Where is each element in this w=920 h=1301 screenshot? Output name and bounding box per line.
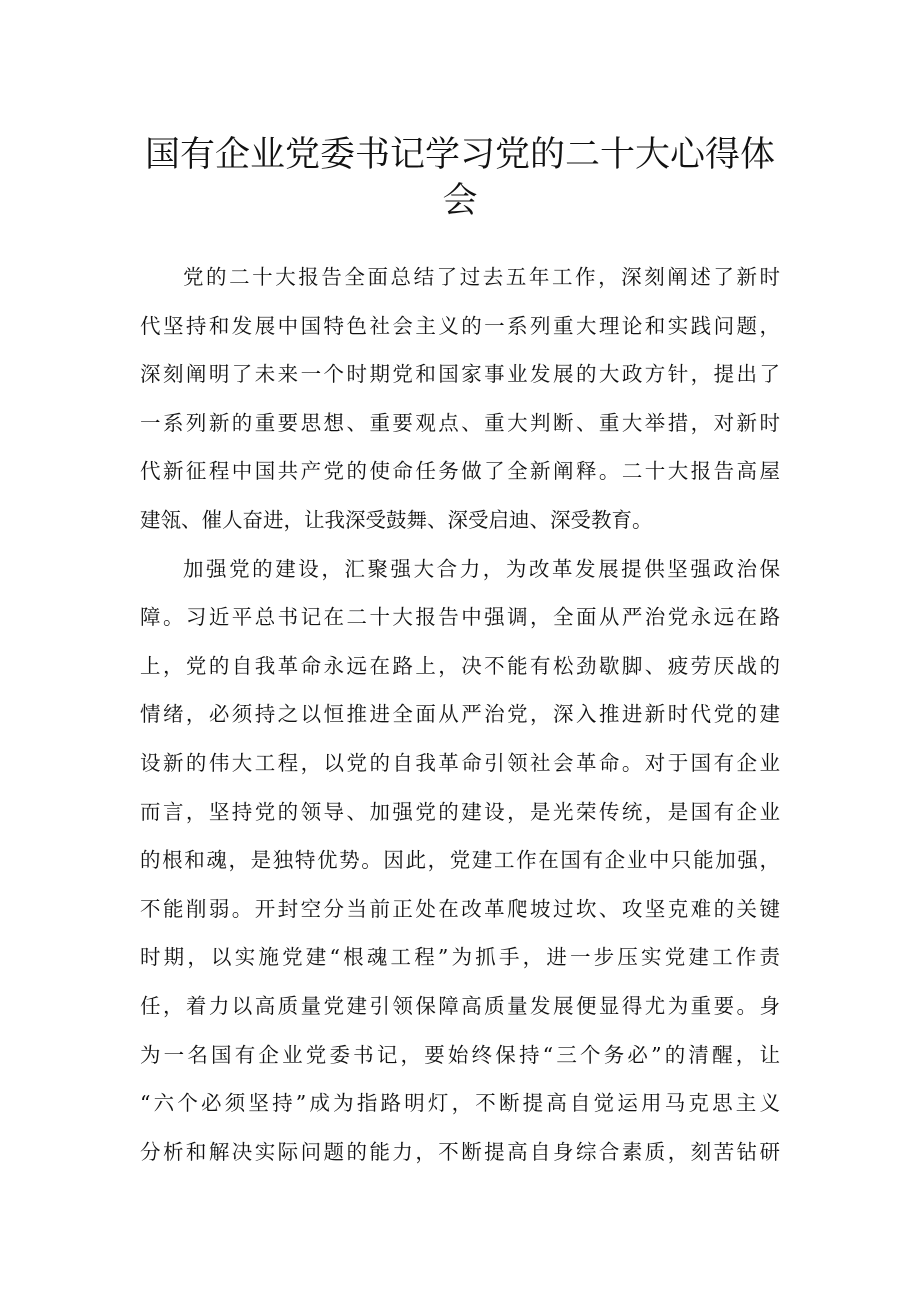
text-line: 党的二十大报告全面总结了过去五年工作，深刻阐述了新时 [183,265,780,289]
text-line: 代坚持和发展中国特色社会主义的一系列重大理论和实践问题， [140,313,780,338]
document-title [140,132,780,224]
text-line: 深刻阐明了未来一个时期党和国家事业发展的大政方针，提出了 [140,362,780,387]
text-line: 障。习近平总书记在二十大报告中强调，全面从严治党永远在路 [140,605,780,630]
text-line: 加强党的建设，汇聚强大合力，为改革发展提供坚强政治保 [183,556,780,581]
text-line: 一系列新的重要思想、重要观点、重大判断、重大举措，对新时 [140,410,780,435]
text-line: 任，着力以高质量党建引领保障高质量发展便显得尤为重要。身 [140,993,780,1018]
paragraph-2 [140,545,780,1177]
text-line: 情绪，必须持之以恒推进全面从严治党，深入推进新时代党的建 [140,702,780,727]
paragraph-1 [140,253,780,545]
text-line: 而言，坚持党的领导、加强党的建设，是光荣传统，是国有企业 [140,799,780,824]
text-line: 不能削弱。开封空分当前正处在改革爬坡过坎、攻坚克难的关键 [140,896,780,921]
text-line: 代新征程中国共产党的使命任务做了全新阐释。二十大报告高屋 [140,459,780,484]
text-line: 为一名国有企业党委书记，要始终保持“三个务必”的清醒，让 [140,1042,780,1067]
text-line: 的根和魂，是独特优势。因此，党建工作在国有企业中只能加强， [140,848,780,873]
text-line: 上，党的自我革命永远在路上，决不能有松劲歇脚、疲劳厌战的 [140,653,780,678]
title-line: 会 [442,181,478,221]
text-line: 时期，以实施党建“根魂工程”为抓手，进一步压实党建工作责 [140,945,780,970]
document-body [140,253,780,1176]
text-line: 设新的伟大工程，以党的自我革命引领社会革命。对于国有企业 [140,750,780,775]
text-line: 分析和解决实际问题的能力，不断提高自身综合素质，刻苦钻研 [140,1139,780,1164]
title-line: 国有企业党委书记学习党的二十大心得体 [144,135,775,175]
text-line: “六个必须坚持”成为指路明灯，不断提高自觉运用马克思主义 [140,1091,780,1116]
text-line: 建瓴、催人奋进，让我深受鼓舞、深受启迪、深受教育。 [140,507,653,532]
